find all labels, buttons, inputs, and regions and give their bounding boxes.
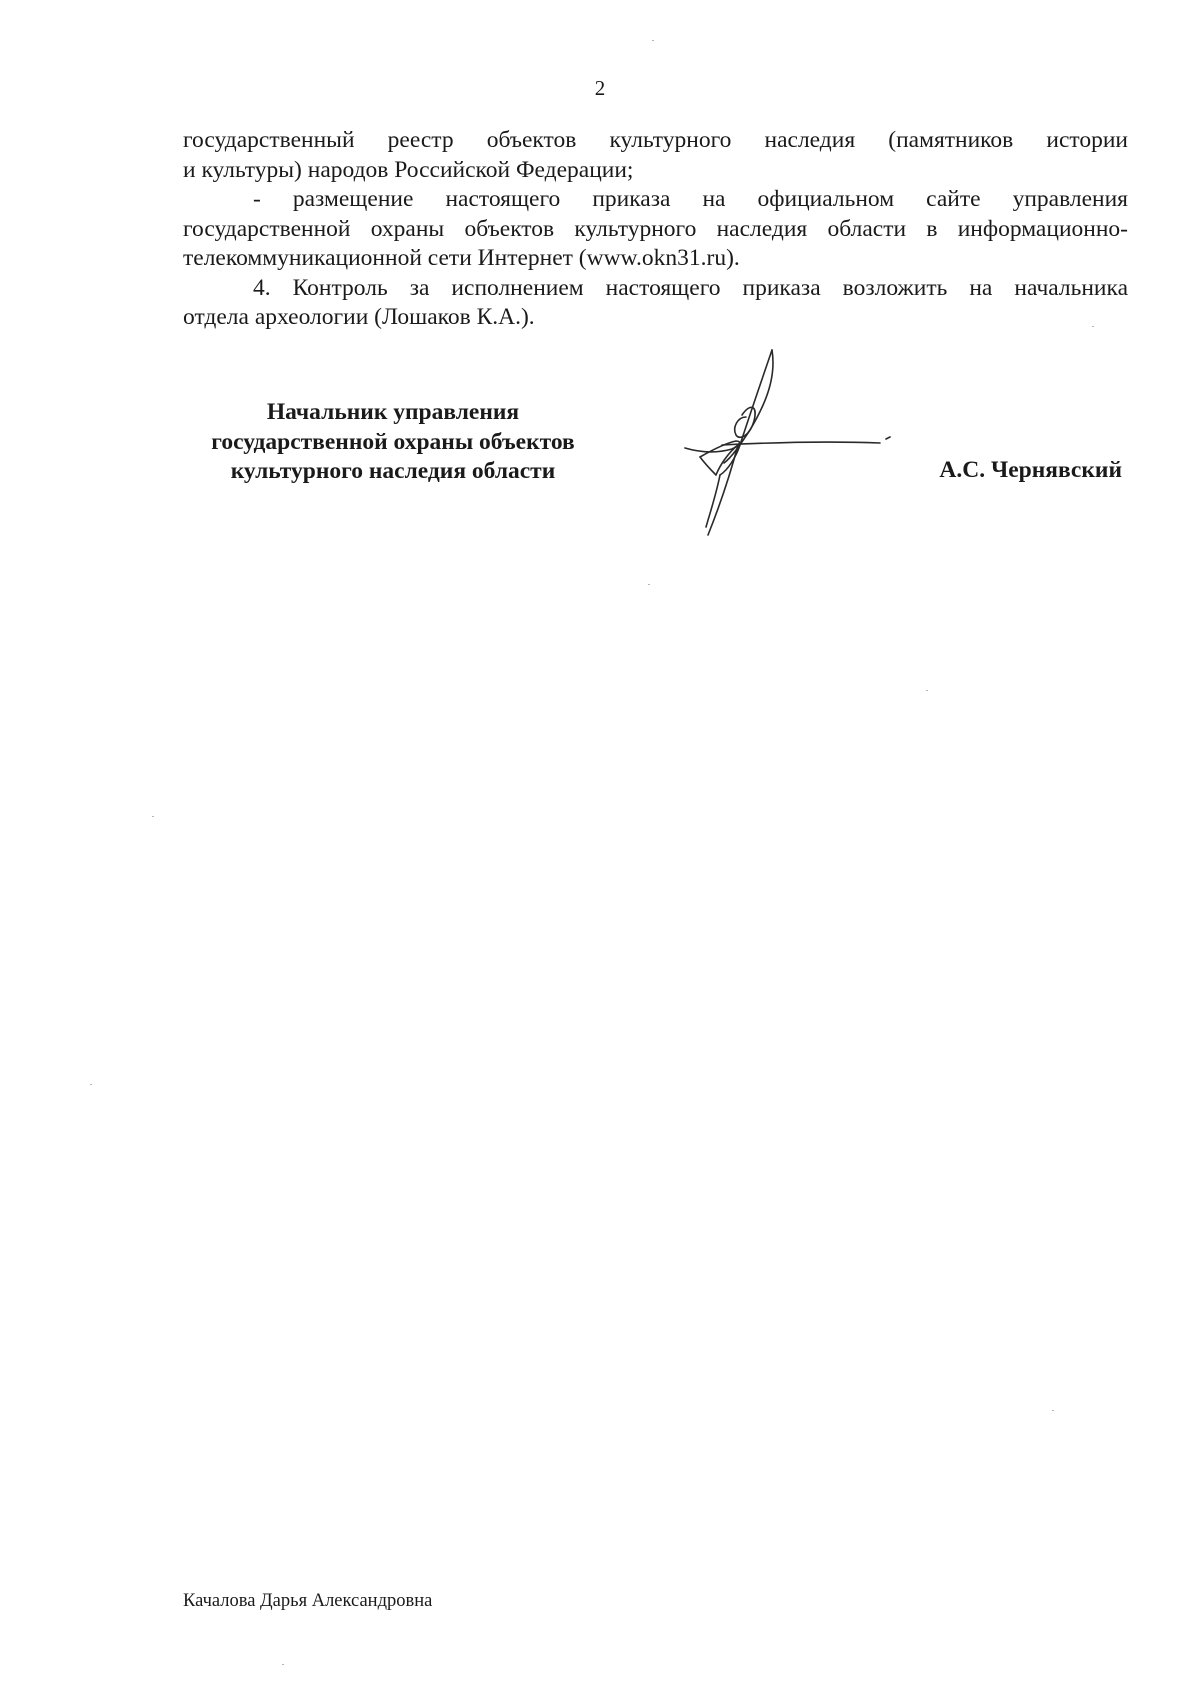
signatory-title [183,398,603,487]
signatory-name: А.С. Чернявский [939,457,1122,483]
paragraph-line: отдела археологии (Лошаков К.А.). [183,304,535,330]
signatory-title-line: культурного наследия области [230,458,556,484]
scan-speck [926,690,928,691]
document-body [183,126,1128,333]
scan-speck [1092,326,1094,327]
handwritten-signature [680,345,900,545]
signatory-title-line: Начальник управления [266,399,520,425]
scan-speck [1052,1410,1054,1411]
paragraph-line: государственный реестр объектов культурного наследия (памятников истории [183,127,1128,153]
page-number: 2 [594,76,606,100]
scan-speck [652,40,654,41]
scan-speck [282,1664,284,1665]
executor-name: Качалова Дарья Александровна [183,1591,433,1611]
paragraph-line: и культуры) народов Российской Федерации; [183,156,634,183]
paragraph-line: 4. Контроль за исполнением настоящего приказа возложить на начальника [253,274,1128,301]
scan-speck [152,816,154,817]
signatory-title-line: государственной охраны объектов [211,428,575,455]
scan-speck [648,584,650,585]
paragraph-line: - размещение настоящего приказа на официальном сайте управления [253,186,1128,212]
scan-speck [90,1084,92,1085]
paragraph-line: телекоммуникационной сети Интернет (www.okn31.ru). [183,245,740,271]
paragraph-line: государственной охраны объектов культурного наследия области в информационно- [183,215,1128,242]
